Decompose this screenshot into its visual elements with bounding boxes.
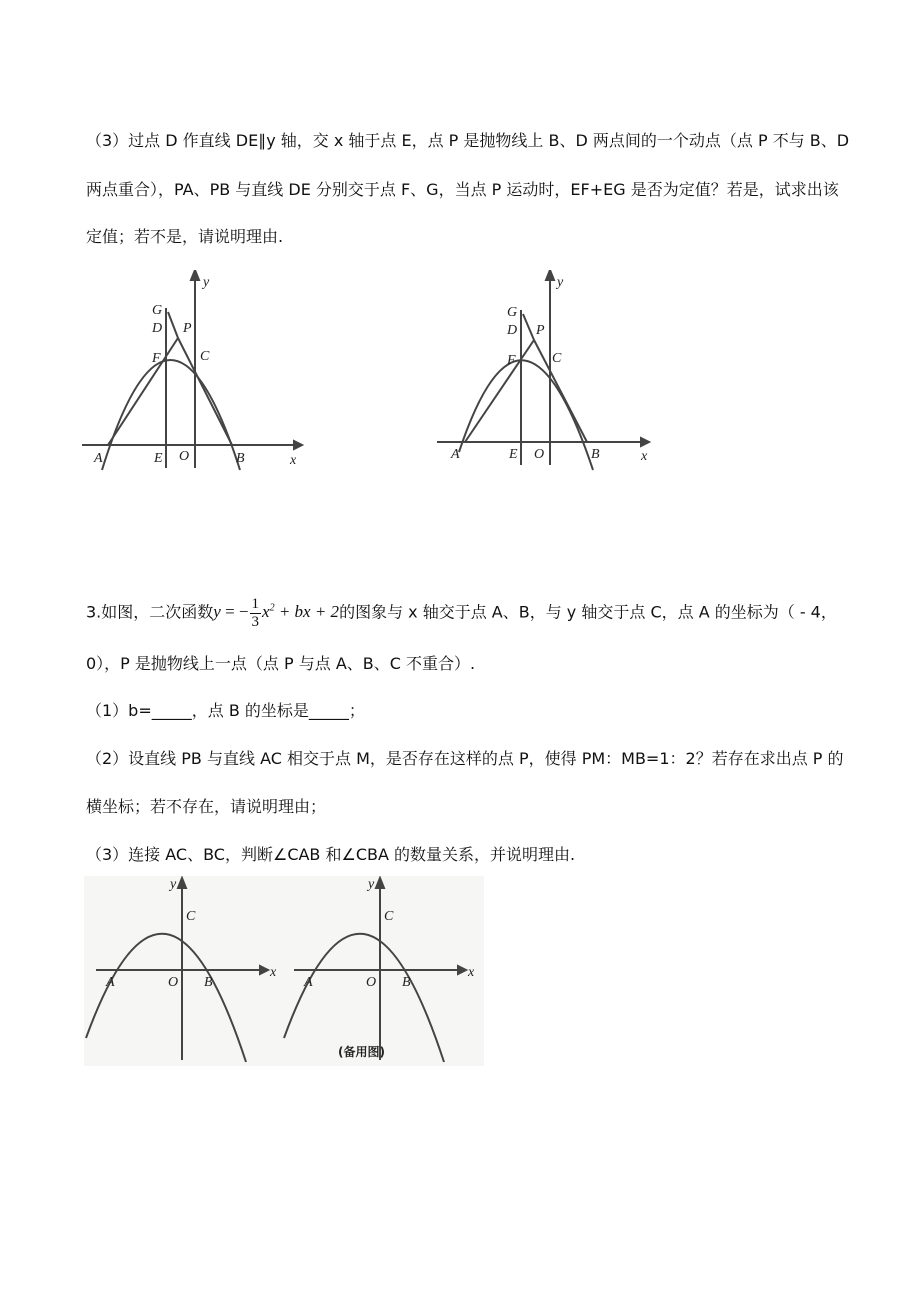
label-e: E	[154, 451, 163, 466]
label-a-2: A	[451, 447, 460, 462]
label-g: G	[152, 303, 163, 318]
label-e-2: E	[509, 447, 518, 462]
q3-label-y: y	[170, 877, 177, 892]
q3-sub1: （1）b=_____，点 B 的坐标是_____；	[86, 701, 365, 720]
label-y-2: y	[557, 275, 564, 290]
label-c-2: C	[552, 351, 562, 366]
label-a: A	[94, 451, 103, 466]
q3-label-a: A	[106, 975, 115, 990]
q3-label-y-2: y	[368, 877, 375, 892]
label-g-2: G	[507, 305, 518, 320]
label-p: P	[183, 321, 192, 336]
q3-line1	[86, 596, 837, 631]
label-x: x	[290, 453, 297, 468]
q3-label-b-2: B	[402, 975, 411, 990]
label-o-2: O	[534, 447, 545, 462]
q3-label-o: O	[168, 975, 179, 990]
q3-label-a-2: A	[304, 975, 313, 990]
q3-intro-pre: 3.如图，二次函数	[86, 602, 214, 622]
label-c: C	[200, 349, 210, 364]
label-x-2: x	[641, 449, 648, 464]
label-d: D	[152, 321, 163, 336]
q3-sub2-line2: 横坐标；若不存在，请说明理由；	[86, 797, 327, 816]
q3-label-x-2: x	[468, 965, 475, 980]
q3-label-x: x	[270, 965, 277, 980]
q3-caption: (备用图)	[338, 1045, 385, 1059]
label-f-2: F	[507, 353, 516, 368]
label-d-2: D	[507, 323, 518, 338]
q3-sub3: （3）连接 AC、BC，判断∠CAB 和∠CBA 的数量关系，并说明理由.	[86, 845, 576, 864]
q3-label-c: C	[186, 909, 196, 924]
label-f: F	[152, 351, 161, 366]
label-p-2: P	[536, 323, 545, 338]
label-y: y	[203, 275, 210, 290]
label-o: O	[179, 449, 190, 464]
q2-part3-line2: 两点重合），PA、PB 与直线 DE 分别交于点 F、G，当点 P 运动时，EF+EG 是否为定值？若是，试求出该	[86, 180, 839, 199]
q2-part3-line1: （3）过点 D 作直线 DE∥y 轴，交 x 轴于点 E，点 P 是抛物线上 B、D 两点间的一个动点（点 P 不与 B、D	[86, 131, 850, 150]
q2-figure-right	[435, 270, 665, 480]
q2-part3-line3: 定值；若不是，请说明理由.	[86, 227, 284, 246]
label-b: B	[236, 451, 245, 466]
q2-figure-left	[80, 270, 310, 480]
q3-line2: 0），P 是抛物线上一点（点 P 与点 A、B、C 不重合）.	[86, 654, 476, 673]
q3-label-o-2: O	[366, 975, 377, 990]
q3-figures	[84, 876, 484, 1066]
label-b-2: B	[591, 447, 600, 462]
q3-label-b: B	[204, 975, 213, 990]
q3-label-c-2: C	[384, 909, 394, 924]
q3-equation: y = − $\frac{1}{3}$ $x^2$ + bx + 2	[213, 596, 340, 630]
q3-intro-post: 的图象与 x 轴交于点 A、B，与 y 轴交于点 C，点 A 的坐标为（ - 4，	[339, 602, 837, 622]
q3-sub2-line1: （2）设直线 PB 与直线 AC 相交于点 M，是否存在这样的点 P，使得 PM：MB=1：2？若存在求出点 P 的	[86, 749, 844, 768]
